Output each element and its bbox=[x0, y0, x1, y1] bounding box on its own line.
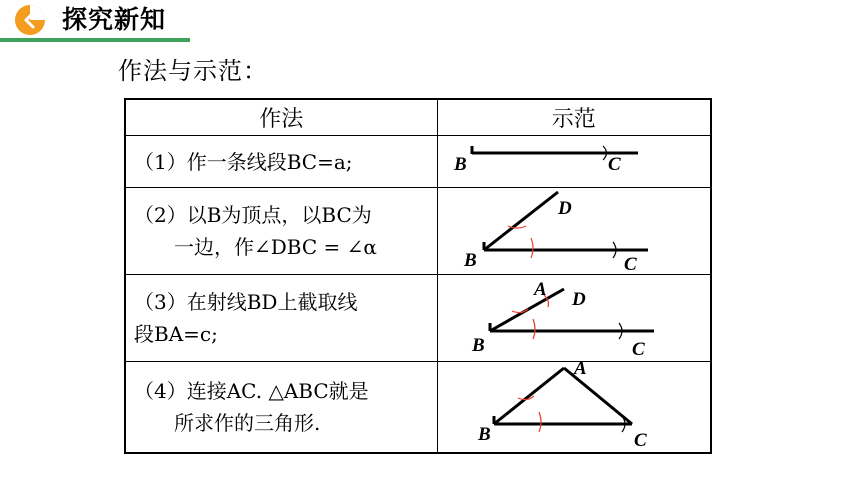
arc-mark-red bbox=[539, 412, 541, 432]
step-cell bbox=[125, 136, 437, 188]
table-row bbox=[125, 362, 711, 454]
arc-mark-red bbox=[533, 319, 535, 339]
title-underline bbox=[0, 38, 190, 42]
side-ba bbox=[494, 368, 564, 424]
label-b: B bbox=[471, 335, 485, 356]
step-1-diagram bbox=[438, 136, 712, 187]
step-4-line-2: 所求作的三角形. bbox=[174, 411, 321, 435]
step-4-diagram bbox=[438, 362, 712, 452]
label-b: B bbox=[477, 424, 491, 445]
step-3-line-1: （3）在射线BD上截取线 bbox=[134, 290, 358, 314]
label-a: A bbox=[573, 362, 587, 379]
ray-bd bbox=[484, 192, 558, 250]
label-c: C bbox=[631, 339, 645, 360]
column-header-demo: 示范 bbox=[437, 99, 711, 136]
step-cell bbox=[125, 275, 437, 362]
label-d: D bbox=[557, 198, 572, 219]
step-2-line-1: （2）以B为顶点，以BC为 bbox=[134, 203, 372, 227]
header bbox=[0, 0, 860, 44]
table-row bbox=[125, 136, 711, 188]
step-3-line-2: 段BA=c; bbox=[134, 322, 218, 346]
section-badge-icon bbox=[14, 4, 46, 36]
diagram-cell bbox=[437, 136, 711, 188]
arc-mark-red bbox=[531, 238, 533, 258]
step-cell bbox=[125, 362, 437, 454]
diagram-cell bbox=[437, 188, 711, 275]
step-4-line-1: （4）连接AC. △ABC就是 bbox=[134, 379, 369, 403]
label-c: C bbox=[633, 430, 647, 451]
label-b: B bbox=[463, 250, 477, 271]
label-c: C bbox=[607, 154, 621, 175]
column-header-method: 作法 bbox=[125, 99, 437, 136]
step-3-diagram bbox=[438, 275, 712, 361]
label-c: C bbox=[623, 254, 637, 274]
label-d: D bbox=[571, 289, 586, 310]
diagram-cell bbox=[437, 362, 711, 454]
step-1-text: （1）作一条线段BC=a; bbox=[134, 149, 353, 174]
label-b: B bbox=[453, 154, 467, 175]
step-cell bbox=[125, 188, 437, 275]
subtitle: 作法与示范： bbox=[118, 57, 268, 85]
step-2-line-2: 一边，作∠DBC = ∠α bbox=[174, 235, 377, 259]
construction-table bbox=[124, 98, 712, 454]
section-title: 探究新知 bbox=[62, 5, 167, 34]
step-2-diagram bbox=[438, 188, 712, 274]
diagram-cell bbox=[437, 275, 711, 362]
label-a: A bbox=[533, 279, 547, 300]
table-row bbox=[125, 188, 711, 275]
table-row bbox=[125, 275, 711, 362]
